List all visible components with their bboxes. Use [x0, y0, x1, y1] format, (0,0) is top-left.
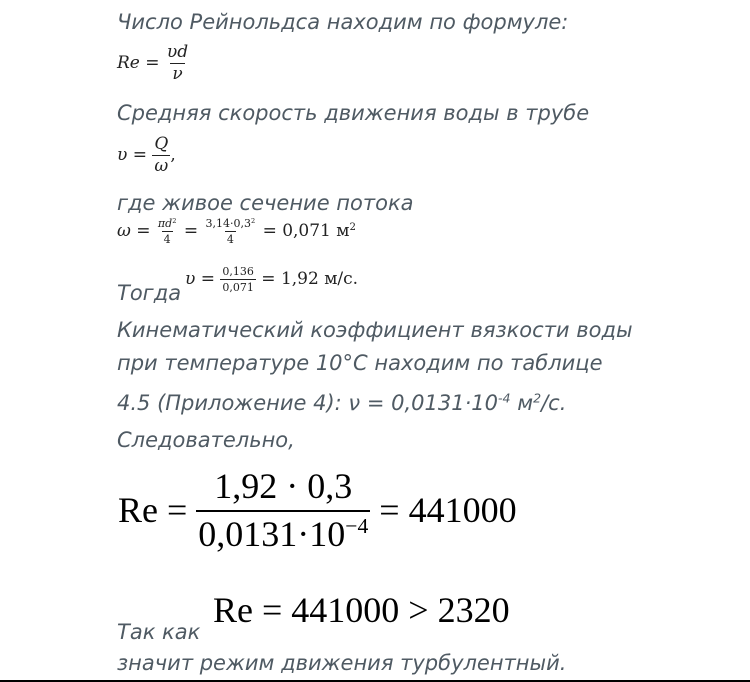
fraction-denominator: 4	[226, 233, 234, 246]
text-since: Так как	[117, 620, 201, 644]
viscosity-text: 4.5 (Приложение 4): ν = 0,0131·10	[117, 391, 498, 415]
fraction-numerator: υd	[166, 42, 189, 62]
exponent: -4	[497, 390, 511, 406]
text-then: Тогда	[117, 281, 182, 305]
text-therefore: Следовательно,	[117, 428, 295, 452]
formula-flow-area	[117, 218, 356, 245]
numerator-text: πd	[157, 217, 173, 230]
result-text: = 0,071 м	[262, 221, 350, 241]
text-reynolds-intro: Число Рейнольдса находим по формуле:	[117, 10, 569, 34]
fraction	[165, 44, 190, 83]
exponent: −4	[345, 514, 369, 539]
fraction	[152, 136, 170, 175]
formula-lhs: ω =	[117, 221, 151, 241]
text-mean-velocity: Средняя скорость движения воды в трубе	[117, 101, 590, 125]
fraction-numerator	[156, 218, 178, 231]
text-viscosity: Кинематический коэффициент вязкости воды	[117, 318, 633, 342]
formula-lhs: υ =	[117, 145, 147, 165]
formula-velocity-calc	[185, 266, 358, 293]
fraction	[196, 468, 370, 552]
formula-velocity-definition	[117, 136, 176, 175]
formula-reynolds-calc	[118, 468, 517, 552]
formula-lhs: Re =	[117, 53, 160, 73]
fraction-denominator: 4	[163, 233, 171, 246]
text-flow-section: где живое сечение потока	[117, 191, 414, 215]
fraction-denominator	[196, 510, 370, 552]
formula-result: = 441000	[379, 490, 517, 530]
fraction-numerator: 0,136	[222, 265, 254, 278]
fraction-denominator: ν	[172, 64, 183, 84]
formula-result: = 1,92 м/с.	[261, 269, 359, 289]
unit-tail: /с.	[541, 391, 567, 415]
exponent: 2	[533, 390, 542, 406]
fraction-numerator: Q	[154, 134, 169, 154]
equals-sign: =	[183, 221, 199, 241]
fraction-numerator: 1,92 · 0,3	[214, 466, 353, 506]
text-conclusion: значит режим движения турбулентный.	[117, 651, 567, 675]
exponent: 2	[172, 217, 177, 226]
fraction	[220, 266, 256, 293]
formula-lhs: υ =	[185, 269, 215, 289]
unit-text: м	[510, 391, 534, 415]
fraction	[203, 218, 257, 245]
denominator-text: 0,0131·10	[198, 514, 346, 554]
fraction-denominator: 0,071	[222, 281, 254, 294]
formula-reynolds-definition	[117, 44, 190, 83]
exponent: 2	[349, 221, 356, 233]
formula-result	[263, 221, 356, 241]
formula-tail: ,	[170, 145, 176, 165]
fraction-denominator: ω	[154, 156, 169, 176]
formula-reynolds-compare: Re = 441000 > 2320	[213, 590, 510, 630]
fraction	[156, 218, 178, 245]
text-temperature: при температуре 10°С находим по таблице	[117, 351, 603, 375]
exponent: 2	[250, 217, 256, 226]
fraction-numerator	[203, 218, 257, 231]
text-viscosity-value	[117, 390, 567, 415]
numerator-text: 3,14·0,3	[205, 217, 251, 230]
formula-lhs: Re =	[118, 490, 188, 530]
